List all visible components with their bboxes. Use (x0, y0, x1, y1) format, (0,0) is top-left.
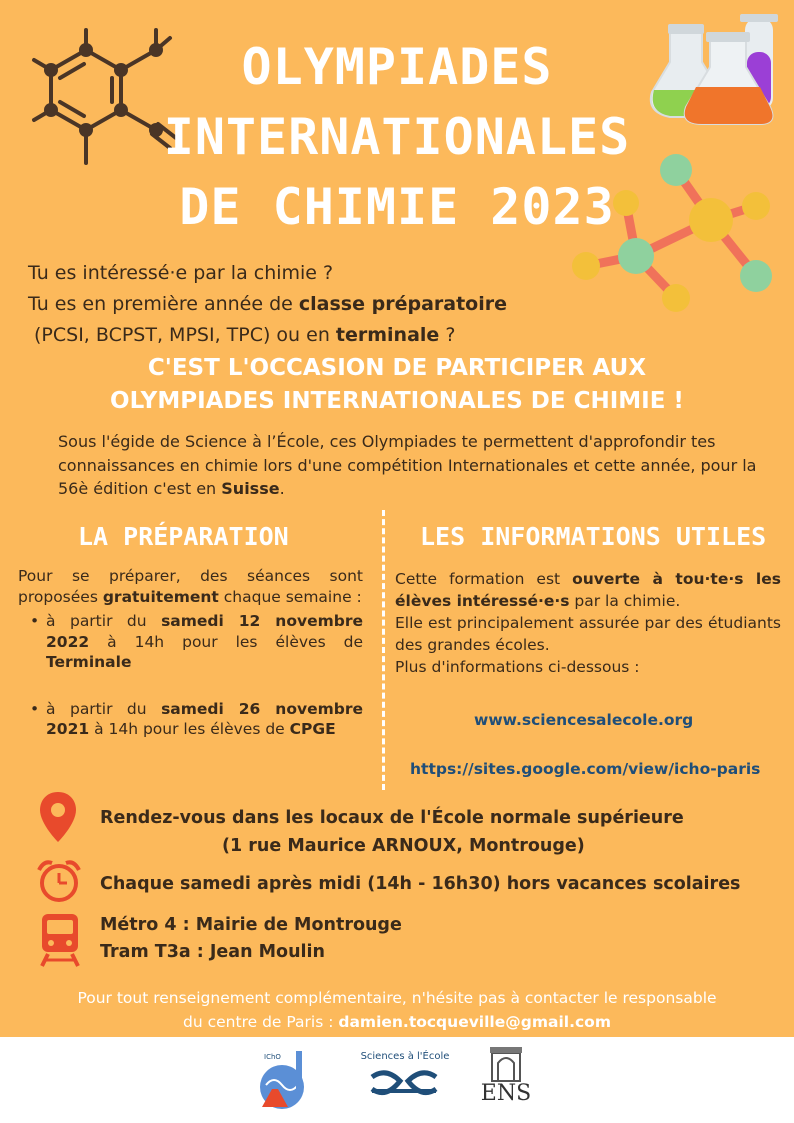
item-audience: Terminale (46, 653, 132, 671)
intro-line-3-suffix: ? (439, 324, 456, 346)
schedule-text: Chaque samedi après midi (14h - 16h30) hors vacances scolaires (100, 874, 741, 894)
infos-section (395, 568, 781, 678)
infos-p1-text: Cette formation est (395, 570, 573, 588)
alarm-clock-icon (36, 858, 82, 904)
column-divider (382, 510, 385, 790)
cta-line-2: OLYMPIADES INTERNATIONALES DE CHIMIE ! (110, 388, 684, 414)
description-bold: Suisse (221, 479, 280, 498)
tram-text: Tram T3a : Jean Moulin (100, 942, 325, 962)
infos-p2: Elle est principalement assurée par des étudiants des grandes écoles. (395, 614, 781, 654)
contact-line-1: Pour tout renseignement complémentaire, n'hésite pas à contacter le responsable (77, 989, 717, 1007)
sciencesalecole-link[interactable]: www.sciencesalecole.org (474, 711, 694, 729)
list-item (18, 699, 363, 740)
description-text: Sous l'égide de Science à l’École, ces Olympiades te permettent d'approfondir tes connaissances en chimie lors d'une compétition Internationales et cette année, pour la 56è édition c'est en (58, 432, 757, 498)
infos-p1-bold: ouverte à tou·te·s les élèves intéressé·e·s (395, 570, 781, 610)
item-text: à 14h pour les élèves de (89, 632, 363, 651)
intro-line-2-text: Tu es en première année de (28, 293, 299, 315)
location-address: (1 rue Maurice ARNOUX, Montrouge) (222, 836, 585, 856)
location-text: Rendez-vous dans les locaux de l'École normale supérieure (100, 808, 684, 828)
item-text: à partir du (46, 699, 162, 718)
infos-p1 (395, 568, 781, 612)
prep-intro-text: Pour se préparer, des séances sont proposées (18, 567, 363, 606)
title-line-3: DE CHIMIE 2023 (179, 178, 615, 236)
ens-logo-text: ENS (480, 1081, 532, 1106)
contact-email[interactable]: damien.tocqueville@gmail.com (338, 1013, 611, 1031)
sae-logo-icon (366, 1069, 442, 1109)
preparation-intro (18, 566, 363, 607)
list-item (18, 611, 363, 673)
bullet-icon: • (30, 699, 40, 718)
intro-line-3-text: (PCSI, BCPST, MPSI, TPC) ou en (34, 324, 336, 346)
svg-text:IChO: IChO (264, 1053, 281, 1061)
prep-intro-suffix: chaque semaine : (218, 587, 362, 606)
item-date: samedi 12 novembre 2022 (46, 612, 363, 651)
preparation-section (18, 566, 363, 766)
item-text: à partir du (46, 612, 162, 630)
preparation-list (18, 611, 363, 740)
train-icon (38, 910, 82, 968)
item-date: samedi 26 novembre 2021 (46, 699, 363, 738)
intro-line-2 (28, 289, 628, 320)
contact-line-2-text: du centre de Paris : (183, 1013, 339, 1031)
icho-logo-icon (252, 1045, 312, 1115)
sae-logo-text: Sciences à l'École (360, 1051, 450, 1062)
intro-questions (28, 258, 628, 351)
cta-line-1: C'EST L'OCCASION DE PARTICIPER AUX (147, 355, 647, 381)
title-line-1: OLYMPIADES (241, 38, 553, 96)
intro-line-2-bold: classe préparatoire (298, 293, 507, 315)
infos-p3: Plus d'informations ci-dessous : (395, 658, 640, 676)
metro-text: Métro 4 : Mairie de Montrouge (100, 915, 402, 935)
item-text: à 14h pour les élèves de (89, 720, 290, 738)
location-pin-icon (38, 790, 78, 844)
infos-p1-suffix: par la chimie. (569, 592, 681, 610)
intro-line-3-bold: terminale (335, 324, 440, 346)
bullet-icon: • (30, 612, 40, 630)
intro-line-1: Tu es intéressé·e par la chimie ? (28, 262, 334, 284)
prep-intro-bold: gratuitement (102, 587, 219, 606)
description-end: . (279, 479, 285, 498)
contact-line-2 (0, 1010, 794, 1034)
title-line-2: INTERNATIONALES (163, 108, 631, 166)
partner-logos-strip (0, 1037, 794, 1123)
infos-heading: LES INFORMATIONS UTILES (420, 522, 767, 551)
icho-paris-link[interactable]: https://sites.google.com/view/icho-paris (410, 760, 761, 778)
description-paragraph (58, 430, 758, 501)
call-to-action (0, 352, 794, 418)
intro-line-3 (28, 320, 628, 351)
preparation-heading: LA PRÉPARATION (78, 522, 289, 551)
poster-title (0, 32, 794, 242)
ens-logo-icon (486, 1043, 526, 1083)
item-audience: CPGE (289, 720, 336, 738)
contact-text (0, 986, 794, 1034)
